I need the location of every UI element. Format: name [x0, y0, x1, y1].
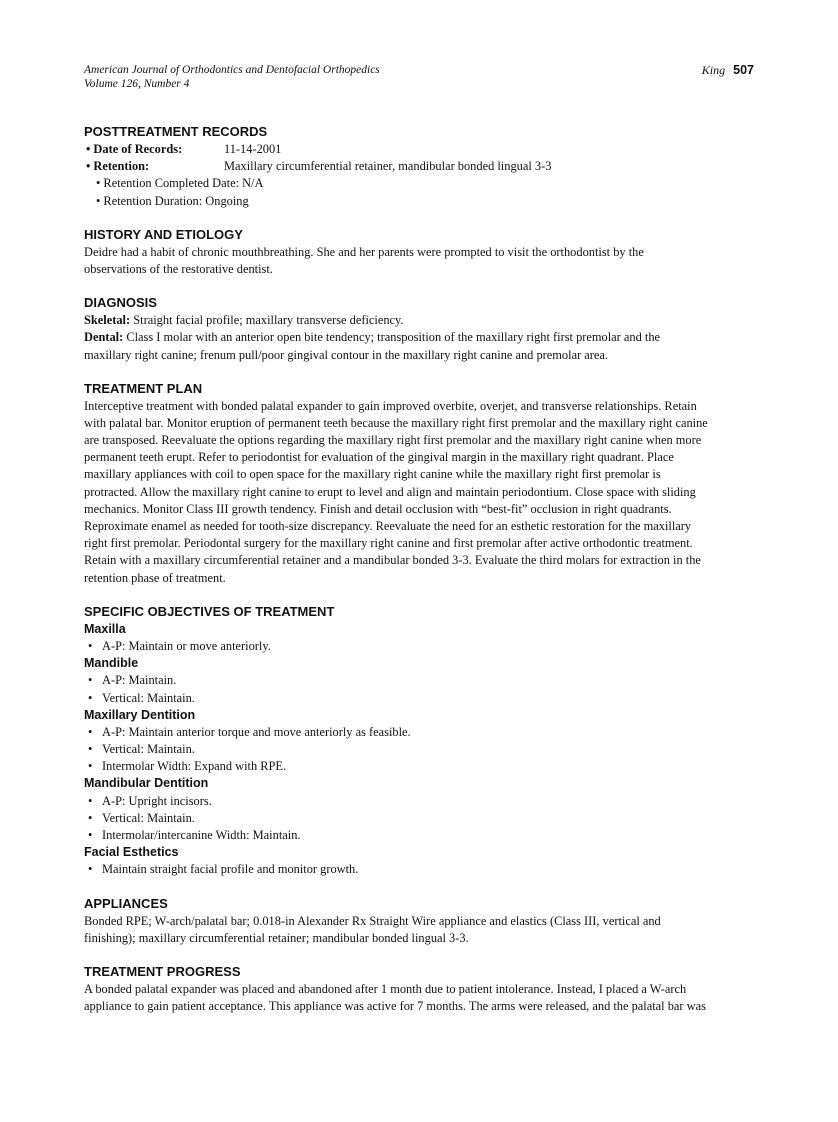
inline-label: Dental: [84, 330, 124, 345]
bullet-text: A-P: Maintain or move anteriorly. [102, 638, 271, 653]
section-heading: SPECIFIC OBJECTIVES OF TREATMENT [84, 603, 335, 619]
section [84, 294, 764, 364]
bullet-item [84, 690, 764, 707]
bullet-text: A-P: Maintain. [102, 673, 177, 688]
paragraph-line: right first premolar. Periodontal surgery for the maxillary right canine and first premolar after active orthodontic treatment. [84, 536, 693, 551]
paragraph-line: Reproximate enamel as needed for tooth-size discrepancy. Reevaluate the need for an esthetic restoration for the maxillary [84, 519, 692, 533]
bullet-icon: • [88, 793, 93, 808]
paragraph-line [84, 347, 764, 364]
bullet-text: Intermolar Width: Expand with RPE. [102, 759, 287, 774]
paragraph-line: with palatal bar. Monitor eruption of permanent teeth because the maxillary right first premolar and the maxillary right canine [84, 415, 708, 430]
section-heading: TREATMENT PLAN [84, 380, 203, 396]
paragraph-line: protracted. Allow the maxillary right canine to erupt to level and align and maintain periodontium. Close space with sliding [84, 484, 696, 499]
section-heading: DIAGNOSIS [84, 295, 157, 311]
bullet-item [84, 827, 764, 844]
bullet-text: Vertical: Maintain. [102, 690, 195, 705]
bullet-text: A-P: Maintain anterior torque and move anteriorly as feasible. [102, 724, 411, 739]
paragraph-line: appliance to gain patient acceptance. This appliance was active for 7 months. The arms were released, and the palatal bar was [84, 999, 706, 1014]
line-text: Straight facial profile; maxillary transverse deficiency. [133, 313, 404, 328]
bullet-icon: • [88, 724, 93, 739]
bullet-icon: • [88, 742, 93, 757]
bullet-text: A-P: Upright incisors. [102, 793, 212, 808]
section [84, 380, 764, 587]
bullet-icon: • [88, 862, 93, 877]
bullet-item [84, 724, 764, 741]
record-item [84, 158, 764, 175]
section [84, 603, 764, 879]
subheading: Mandible [84, 656, 139, 671]
section [84, 963, 764, 1015]
paragraph-line: Deidre had a habit of chronic mouthbreathing. She and her parents were prompted to visit the orthodontist by the [84, 244, 644, 259]
section-heading: HISTORY AND ETIOLOGY [84, 226, 243, 242]
page-number: 507 [733, 63, 754, 77]
paragraph-line [84, 312, 764, 329]
subheading: Mandibular Dentition [84, 776, 209, 791]
bullet-item [84, 638, 764, 655]
journal-title: American Journal of Orthodontics and Dentofacial Orthopedics [84, 64, 380, 76]
record-label: • Retention: [86, 159, 150, 174]
bullet-item [84, 793, 764, 810]
bullet-text: Maintain straight facial profile and monitor growth. [102, 862, 359, 877]
section-heading: APPLIANCES [84, 895, 168, 911]
subheading: Maxillary Dentition [84, 707, 196, 722]
paragraph-line: observations of the restorative dentist. [84, 261, 273, 276]
paragraph-line: finishing); maxillary circumferential retainer; mandibular bonded lingual 3-3. [84, 930, 469, 945]
inline-label: Skeletal: [84, 313, 131, 328]
bullet-icon: • [88, 690, 93, 705]
section-heading: POSTTREATMENT RECORDS [84, 124, 268, 139]
sub-bullet-item: • Retention Completed Date: N/A [96, 176, 264, 191]
paragraph-line: are transposed. Reevaluate the options regarding the maxillary right first premolar and the maxillary right canine when more [84, 433, 702, 448]
bullet-icon: • [88, 673, 93, 688]
bullet-icon: • [88, 638, 93, 653]
article-body [84, 123, 764, 1015]
subheading: Maxilla [84, 621, 126, 636]
record-value: Maxillary circumferential retainer, mandibular bonded lingual 3-3 [224, 159, 552, 174]
paragraph-line: permanent teeth erupt. Refer to periodontist for evaluation of the gingival margin in the maxillary right quadrant. Place [84, 450, 674, 465]
bullet-item [84, 741, 764, 758]
paragraph-line: Bonded RPE; W-arch/palatal bar; 0.018-in Alexander Rx Straight Wire appliance and elastics (Class III, vertical and [84, 913, 661, 928]
subheading: Facial Esthetics [84, 845, 179, 860]
bullet-text: Vertical: Maintain. [102, 810, 195, 825]
line-text: maxillary right canine; frenum pull/poor gingival contour in the maxillary right canine and premolar area. [84, 347, 609, 362]
paragraph-line: Retain with a maxillary circumferential retainer and a mandibular bonded 3-3. Evaluate the third molars for extraction in the [84, 553, 701, 568]
bullet-item [84, 861, 764, 878]
section-heading: TREATMENT PROGRESS [84, 963, 241, 979]
bullet-item [84, 810, 764, 827]
record-label: • Date of Records: [86, 142, 183, 156]
paragraph-line: retention phase of treatment. [84, 570, 226, 585]
line-text: Class I molar with an anterior open bite tendency; transposition of the maxillary right first premolar and the [126, 330, 661, 345]
journal-volume: Volume 126, Number 4 [84, 78, 190, 90]
bullet-icon: • [88, 810, 93, 825]
section [84, 123, 764, 210]
bullet-text: Intermolar/intercanine Width: Maintain. [102, 828, 301, 842]
bullet-icon: • [88, 759, 93, 774]
paragraph-line: A bonded palatal expander was placed and abandoned after 1 month due to patient intolerance. Instead, I placed a W-arch [84, 981, 687, 996]
paragraph-line: Interceptive treatment with bonded palatal expander to gain improved overbite, overjet, and transverse relationships. Retain [84, 398, 697, 413]
sub-bullet-item: • Retention Duration: Ongoing [96, 193, 249, 208]
bullet-text: Vertical: Maintain. [102, 742, 195, 757]
paragraph-line: mechanics. Monitor Class III growth tendency. Finish and detail occlusion with “best-fit” occlusion in right quadrants. [84, 501, 672, 516]
paragraph-line [84, 329, 764, 346]
record-item [84, 141, 764, 158]
paragraph-line: maxillary appliances with coil to open space for the maxillary right canine while the maxillary right first premolar is [84, 467, 661, 482]
bullet-item [84, 672, 764, 689]
bullet-item [84, 758, 764, 775]
section [84, 226, 764, 278]
section [84, 895, 764, 947]
author-name: King [701, 63, 726, 77]
running-head-right [702, 63, 754, 78]
bullet-icon: • [88, 828, 93, 842]
record-value: 11-14-2001 [224, 142, 282, 156]
